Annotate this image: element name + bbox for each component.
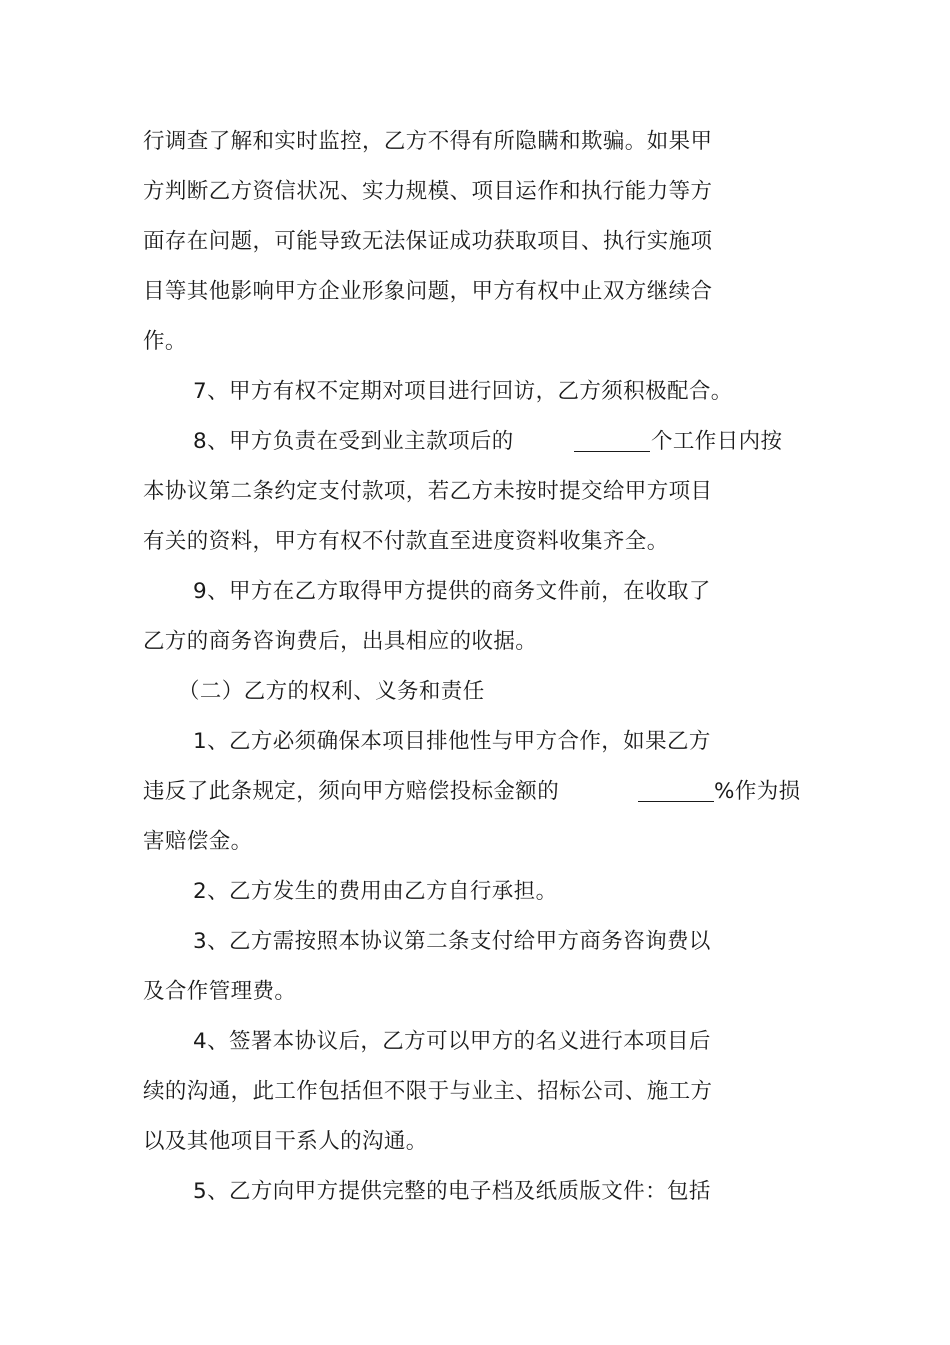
clause-7: 7、甲方有权不定期对项目进行回访，乙方须积极配合。 bbox=[193, 379, 733, 404]
paragraph-line: 本协议第二条约定支付款项，若乙方未按时提交给甲方项目 bbox=[143, 479, 713, 504]
paragraph-line: 有关的资料，甲方有权不付款直至进度资料收集齐全。 bbox=[143, 529, 669, 554]
clause-1-blank-line bbox=[638, 777, 714, 807]
paragraph-line: 方判断乙方资信状况、实力规模、项目运作和执行能力等方 bbox=[143, 179, 713, 204]
clause-8-blank-line bbox=[574, 427, 650, 457]
clause-9: 9、甲方在乙方取得甲方提供的商务文件前，在收取了 bbox=[193, 579, 711, 604]
section-heading: （二）乙方的权利、义务和责任 bbox=[178, 679, 485, 704]
clause-3: 3、乙方需按照本协议第二条支付给甲方商务咨询费以 bbox=[193, 929, 711, 954]
paragraph-line: 及合作管理费。 bbox=[143, 979, 297, 1004]
fill-in-blank-percent[interactable] bbox=[638, 779, 714, 802]
clause-8-start: 8、甲方负责在受到业主款项后的 bbox=[193, 429, 514, 454]
clause-1-cont: 违反了此条规定，须向甲方赔偿投标金额的 bbox=[143, 779, 560, 804]
clause-4: 4、签署本协议后，乙方可以甲方的名义进行本项目后 bbox=[193, 1029, 711, 1054]
paragraph-line: 乙方的商务咨询费后，出具相应的收据。 bbox=[143, 629, 538, 654]
clause-5: 5、乙方向甲方提供完整的电子档及纸质版文件：包括 bbox=[193, 1179, 711, 1204]
paragraph-line: 面存在问题，可能导致无法保证成功获取项目、执行实施项 bbox=[143, 229, 713, 254]
paragraph-line: 目等其他影响甲方企业形象问题，甲方有权中止双方继续合 bbox=[143, 279, 713, 304]
paragraph-line: 以及其他项目干系人的沟通。 bbox=[143, 1129, 428, 1154]
fill-in-blank-days[interactable] bbox=[574, 429, 650, 452]
clause-8-end: 个工作日内按 bbox=[651, 429, 783, 454]
paragraph-line: 害赔偿金。 bbox=[143, 829, 253, 854]
paragraph-line: 续的沟通，此工作包括但不限于与业主、招标公司、施工方 bbox=[143, 1079, 713, 1104]
clause-1: 1、乙方必须确保本项目排他性与甲方合作，如果乙方 bbox=[193, 729, 711, 754]
clause-1-end: %作为损 bbox=[714, 779, 801, 804]
clause-2: 2、乙方发生的费用由乙方自行承担。 bbox=[193, 879, 558, 904]
paragraph-line: 行调查了解和实时监控，乙方不得有所隐瞒和欺骗。如果甲 bbox=[143, 129, 713, 154]
paragraph-line: 作。 bbox=[143, 329, 187, 354]
